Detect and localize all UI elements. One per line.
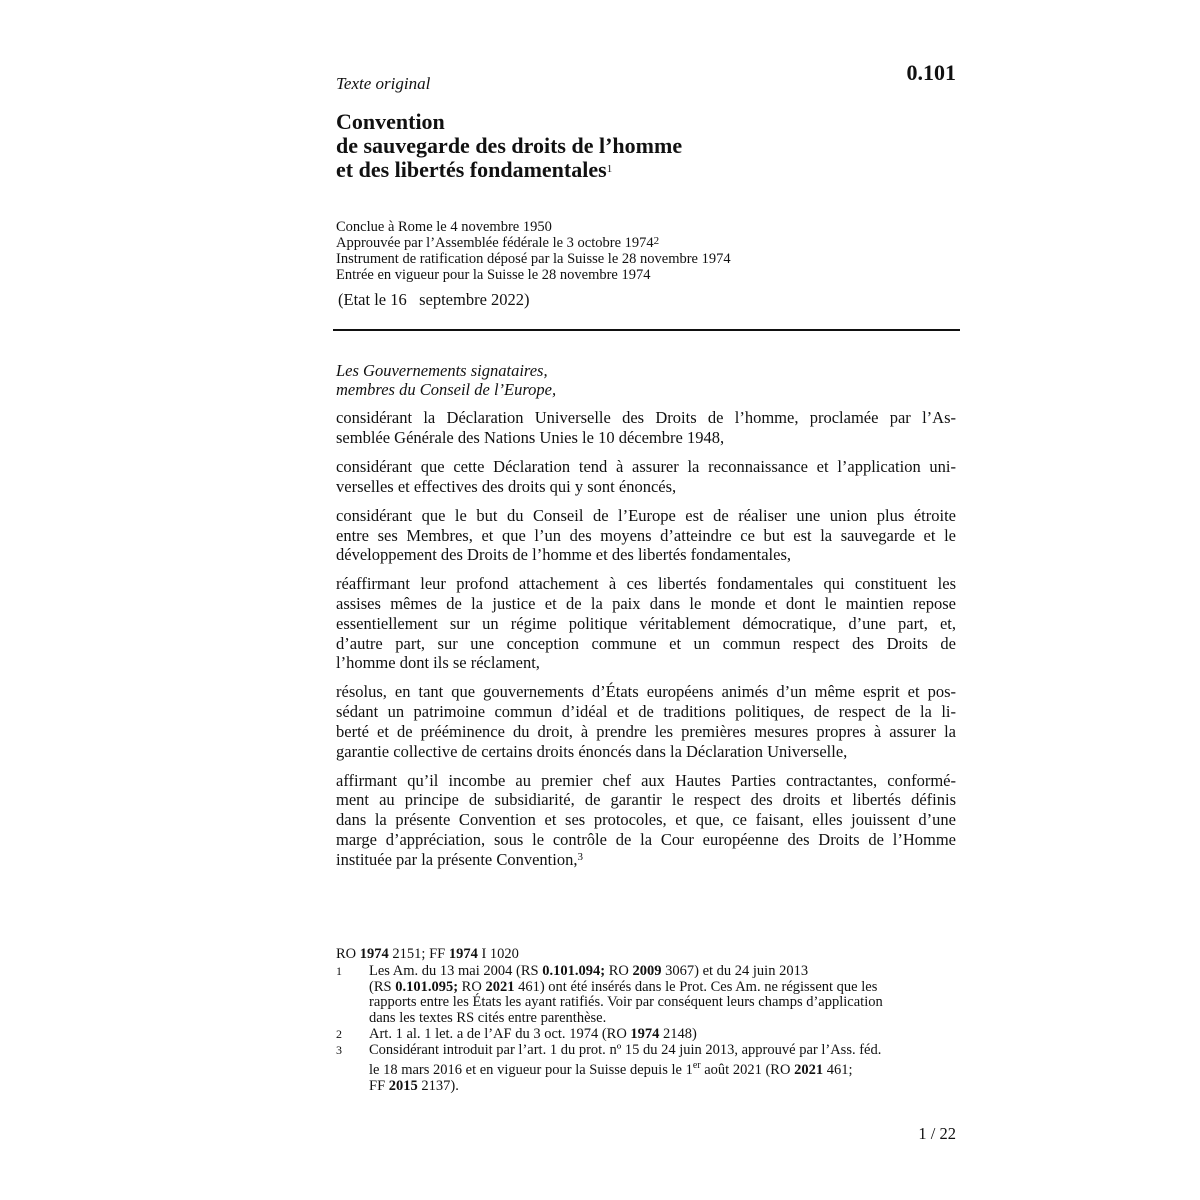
footnote-line: Les Am. du 13 mai 2004 (RS 0.101.094; RO 2009 3067) et du 24 juin 2013 [369,963,809,979]
text-line: verselles et effectives des droits qui y sont énoncés, [336,476,677,496]
document-title [336,110,682,182]
preamble-body [336,408,956,879]
text-line [336,850,956,870]
text-line-content: instituée par la présente Convention, [336,849,578,869]
text-line: d’autre part, sur une conception commune et un commun respect des Droits de [336,633,956,653]
ratification-date: Instrument de ratification déposé par la Suisse le 28 novembre 1974 [336,251,731,267]
title-line-1: Convention [336,109,445,134]
preamble-paragraph-4 [336,574,956,673]
preamble-paragraph-5 [336,682,956,761]
footnote-text [369,1043,956,1095]
text-line: assises mêmes de la justice et de la paix dans le monde et dont le maintien repose [336,594,956,614]
footnote-source-line [336,946,519,963]
footnote-line: rapports entre les États les ayant ratifiés. Voir par conséquent leurs champs d’application [369,994,883,1011]
footnote-3 [336,1043,956,1095]
footnote-ref-3[interactable]: 3 [577,850,583,863]
footnotes [336,964,956,1094]
concluded-date: Conclue à Rome le 4 novembre 1950 [336,219,552,235]
text-line: semblée Générale des Nations Unies le 10 décembre 1948, [336,427,725,447]
status-date: (Etat le 16 septembre 2022) [338,290,530,309]
ro-year: 1974 [359,946,389,962]
title-line-3 [336,158,682,182]
footnote-line: Considérant introduit par l’art. 1 du prot. nº 15 du 24 juin 2013, approuvé par l’Ass. féd. [369,1041,882,1058]
footnote-line: dans les textes RS cités entre parenthèse. [369,1010,607,1027]
document-number: 0.101 [906,60,956,85]
text-line: résolus, en tant que gouvernements d’États européens animés d’un même esprit et pos- [336,682,956,702]
text-line: essentiellement sur un régime politique véritablement démocratique, d’une part, et, [336,613,956,633]
text-line: ment au principe de subsidiarité, de garantir le respect des droits et libertés définis [336,790,956,810]
header-divider [333,329,960,331]
preamble-paragraph-6 [336,771,956,870]
text-line: marge d’appréciation, sous le contrôle de la Cour européenne des Droits de l’Homme [336,829,956,849]
footnote-number: 1 [336,964,342,978]
preamble-intro-line-1: Les Gouvernements signataires, [336,361,548,380]
text-line: considérant que le but du Conseil de l’Europe est de réaliser une union plus étroite [336,505,956,525]
text-line: entre ses Membres, et que l’un des moyens d’atteindre ce but est la sauvegarde et le [336,525,956,545]
preamble-intro-line-2: membres du Conseil de l’Europe, [336,380,557,399]
footnote-line: le 18 mars 2016 et en vigueur pour la Suisse depuis le 1er août 2021 (RO 2021 461; [369,1060,853,1079]
text-line: considérant la Déclaration Universelle des Droits de l’homme, proclamée par l’As- [336,408,956,427]
entry-into-force-date: Entrée en vigueur pour la Suisse le 28 novembre 1974 [336,267,651,283]
page-indicator: 1 / 22 [918,1124,956,1143]
text-line: berté et de prééminence du droit, à prendre les premières mesures propres à assurer la [336,721,956,741]
footnote-text [369,964,956,1027]
text-line: garantie collective de certains droits énoncés dans la Déclaration Universelle, [336,741,848,761]
footnote-number: 2 [336,1026,342,1041]
title-line-3-text: et des libertés fondamentales [336,157,607,182]
footnote-number: 3 [336,1042,342,1057]
footnote-2 [336,1027,956,1043]
footnote-ref-1[interactable]: 1 [606,163,613,175]
footnote-text [369,1027,956,1043]
text-line: l’homme dont ils se réclament, [336,653,540,673]
preamble-paragraph-3 [336,506,956,565]
metadata-block [336,219,731,283]
text-line: dans la présente Convention et ses protocoles, et que, ce faisant, elles jouissent d’une [336,810,956,830]
approval-date [336,235,731,251]
ff-year: 1974 [448,946,478,962]
footnote-line: FF 2015 2137). [369,1077,459,1094]
text-line: réaffirmant leur profond attachement à ces libertés fondamentales qui constituent les [336,574,956,594]
preamble-paragraph-2 [336,457,956,496]
preamble-paragraph-1 [336,408,956,447]
ro-page: 2151; [392,946,426,962]
ff-page: I 1020 [481,946,519,962]
text-line: considérant que cette Déclaration tend à assurer la reconnaissance et l’application uni- [336,456,956,476]
ro-label: RO [336,946,357,962]
ff-label: FF [429,946,446,962]
text-line: affirmant qu’il incombe au premier chef aux Hautes Parties contractantes, conformé- [336,770,956,790]
text-line: sédant un patrimoine commun d’idéal et de traditions politiques, de respect de la li- [336,702,956,722]
title-line-2: de sauvegarde des droits de l’homme [336,133,683,158]
footnote-1 [336,964,956,1027]
preamble-intro [336,361,556,399]
text-line: développement des Droits de l’homme et des libertés fondamentales, [336,545,791,565]
document-label: Texte original [336,74,431,93]
footnote-ref-2[interactable]: 2 [653,235,660,247]
footnote-line: (RS 0.101.095; RO 2021 461) ont été insérés dans le Prot. Ces Am. ne régissent que les [369,978,878,995]
approval-date-text: Approuvée par l’Assemblée fédérale le 3 octobre 1974 [336,235,654,251]
footnote-line: Art. 1 al. 1 let. a de l’AF du 3 oct. 1974 (RO 1974 2148) [369,1025,697,1042]
